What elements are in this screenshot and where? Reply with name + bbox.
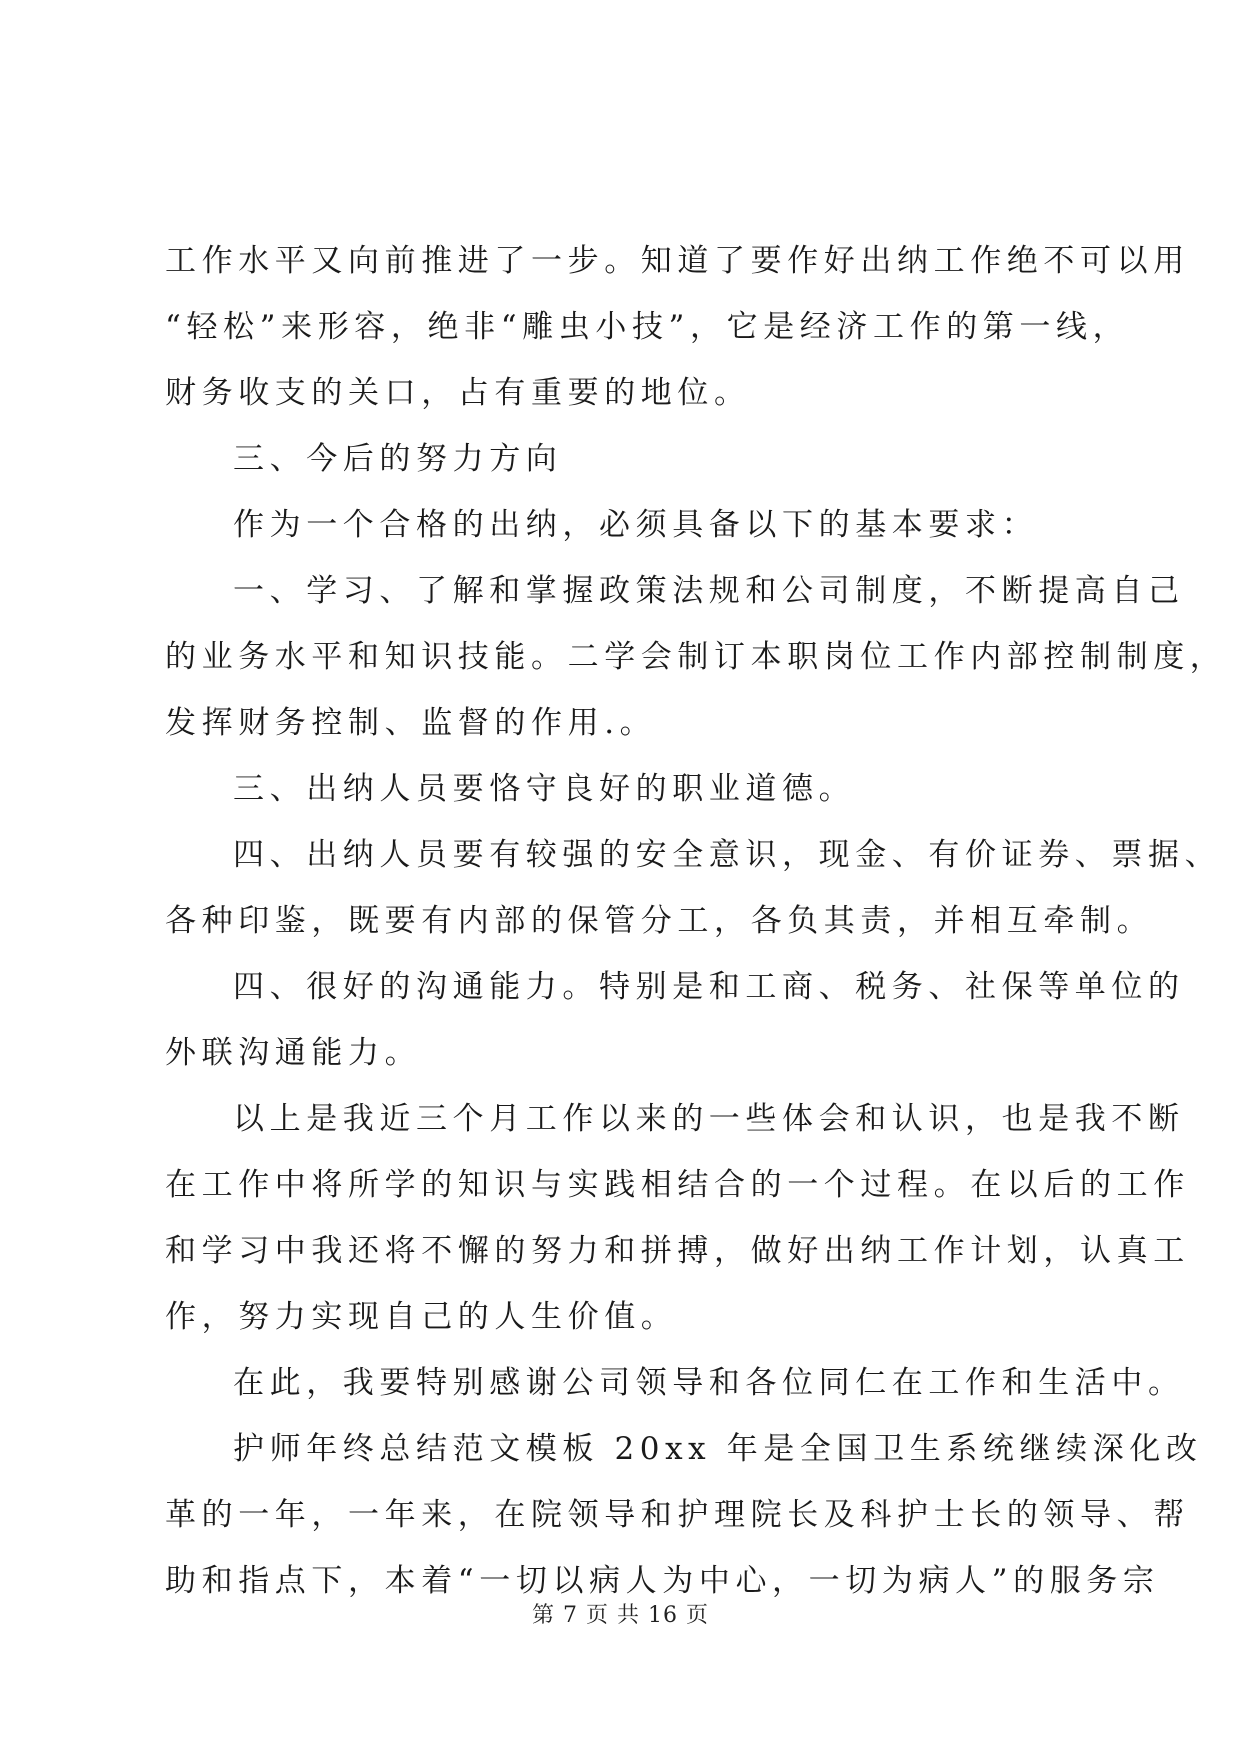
text-line: 助和指点下，本着“一切以病人为中心，一切为病人”的服务宗 <box>165 1563 1160 1599</box>
text-line: 各种印鉴，既要有内部的保管分工，各负其责，并相互牵制。 <box>165 903 1154 939</box>
text-line: 护师年终总结范文模板 20xx 年是全国卫生系统继续深化改 <box>233 1431 1203 1467</box>
text-line: 在此，我要特别感谢公司领导和各位同仁在工作和生活中。 <box>233 1365 1185 1401</box>
text-line: 发挥财务控制、监督的作用.。 <box>165 705 657 741</box>
document-body <box>165 228 1227 1614</box>
text-line: 以上是我近三个月工作以来的一些体会和认识，也是我不断 <box>233 1101 1185 1137</box>
text-line: 的业务水平和知识技能。二学会制订本职岗位工作内部控制制度， <box>165 639 1227 675</box>
text-line: 四、很好的沟通能力。特别是和工商、税务、社保等单位的 <box>233 969 1185 1005</box>
text-line: 一、学习、了解和掌握政策法规和公司制度，不断提高自己 <box>233 573 1185 609</box>
text-line: 四、出纳人员要有较强的安全意识，现金、有价证券、票据、 <box>233 837 1222 873</box>
page-footer: 第 7 页 共 16 页 <box>532 1603 709 1628</box>
text-line: 财务收支的关口，占有重要的地位。 <box>165 375 751 411</box>
text-line: “轻松”来形容，绝非“雕虫小技”，它是经济工作的第一线， <box>165 309 1130 345</box>
text-line: 革的一年，一年来，在院领导和护理院长及科护士长的领导、帮 <box>165 1497 1190 1533</box>
text-line: 三、今后的努力方向 <box>233 441 563 477</box>
text-line: 作为一个合格的出纳，必须具备以下的基本要求： <box>233 507 1039 543</box>
text-line: 和学习中我还将不懈的努力和拼搏，做好出纳工作计划，认真工 <box>165 1233 1190 1269</box>
text-line: 工作水平又向前推进了一步。知道了要作好出纳工作绝不可以用 <box>165 243 1190 279</box>
text-line: 在工作中将所学的知识与实践相结合的一个过程。在以后的工作 <box>165 1167 1190 1203</box>
text-line: 外联沟通能力。 <box>165 1035 422 1071</box>
text-line: 三、出纳人员要恪守良好的职业道德。 <box>233 771 856 807</box>
text-line: 作，努力实现自己的人生价值。 <box>165 1299 678 1335</box>
